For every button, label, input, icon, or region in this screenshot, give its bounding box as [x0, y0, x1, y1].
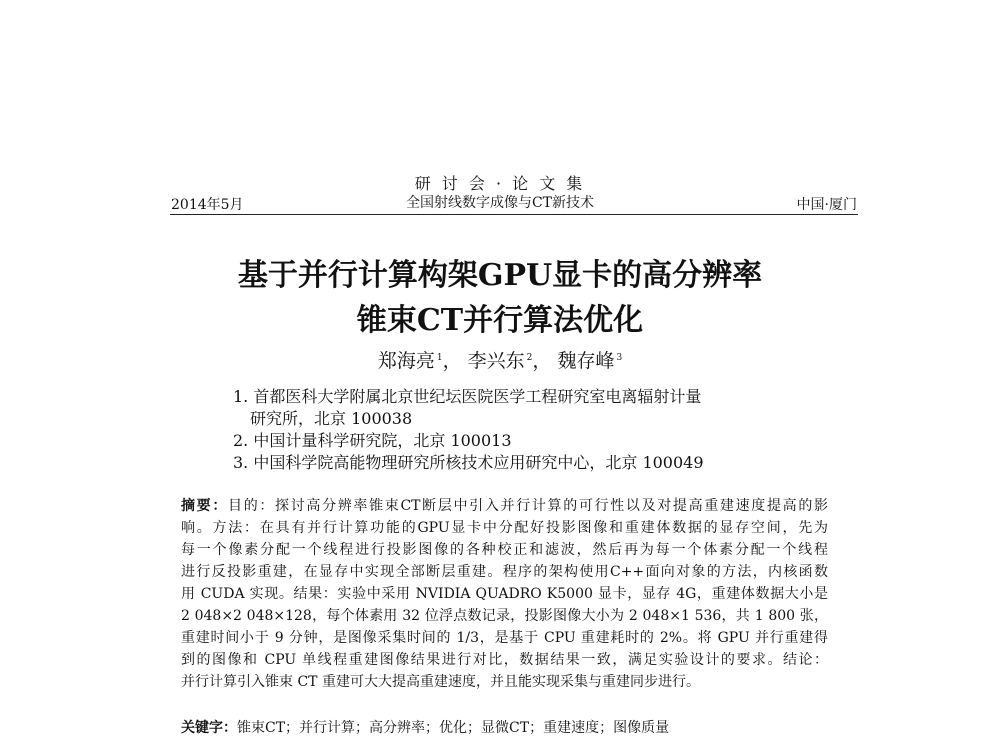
abstract-text: 目的：探讨高分辨率锥束CT断层中引入并行计算的可行性以及对提高重建速度提高的影 [228, 498, 828, 514]
author-affiliation-mark: 1 [436, 353, 443, 363]
keywords [181, 717, 669, 737]
abstract-line: 进行反投影重建，在显存中实现全部断层重建。程序的架构使用C++面向对象的方法，内核函数 [181, 564, 828, 580]
abstract-line: 到的图像和 CPU 单线程重建图像结果进行对比，数据结果一致，满足实验设计的要求。结论： [181, 652, 828, 668]
author-separator: ， [532, 350, 552, 372]
abstract-label: 摘要： [181, 498, 229, 514]
header-rule [170, 214, 858, 215]
abstract-line: 每一个像素分配一个线程进行投影图像的各种校正和滤波，然后再为每一个体素分配一个线程 [181, 542, 828, 558]
author-name: 郑海亮 [377, 350, 435, 372]
header-date: 2014年5月 [171, 197, 244, 213]
abstract-line [181, 495, 828, 517]
title-line-2: 锥束CT并行算法优化 [356, 303, 644, 338]
author-name: 李兴东 [467, 350, 525, 372]
author-name: 魏存峰 [557, 350, 615, 372]
title-line-1: 基于并行计算构架GPU显卡的高分辨率 [237, 258, 763, 293]
abstract-line: 用 CUDA 实现。结果：实验中采用 NVIDIA QUADRO K5000 显卡，显存 4G，重建体数据大小是 [181, 586, 828, 602]
affiliation-2: 2. 中国计量科学研究院，北京 100013 [233, 431, 512, 450]
abstract [181, 495, 828, 693]
author-affiliation-mark: 3 [616, 353, 623, 363]
abstract-line: 2 048×2 048×128，每个体素用 32 位浮点数记录，投影图像大小为 2 048×1 536，共 1 800 张， [181, 608, 828, 624]
header-location: 中国·厦门 [796, 197, 857, 213]
header-conference-name: 全国射线数字成像与CT新技术 [405, 195, 595, 211]
abstract-line: 重建时间小于 9 分钟，是图像采集时间的 1/3，是基于 CPU 重建耗时的 2%。将 GPU 并行重建得 [181, 630, 828, 646]
abstract-line: 响。方法：在具有并行计算功能的GPU显卡中分配好投影图像和重建体数据的显存空间，先为 [181, 520, 828, 536]
keywords-text: 锥束CT；并行计算；高分辨率；优化；显微CT；重建速度；图像质量 [237, 720, 670, 736]
author-list [0, 346, 1000, 373]
author-separator: ， [442, 350, 462, 372]
affiliation-3: 3. 中国科学院高能物理研究所核技术应用研究中心，北京 100049 [233, 453, 704, 472]
author-affiliation-mark: 2 [526, 353, 533, 363]
keywords-label: 关键字： [181, 720, 237, 736]
header-section-label: 研 讨 会 · 论 文 集 [414, 174, 586, 193]
affiliation-1: 1. 首都医科大学附属北京世纪坛医院医学工程研究室电离辐射计量 [233, 387, 702, 406]
affiliation-1-continued: 研究所，北京 100038 [250, 409, 413, 428]
abstract-line: 并行计算引入锥束 CT 重建可大大提高重建速度，并且能实现采集与重建同步进行。 [181, 674, 700, 690]
